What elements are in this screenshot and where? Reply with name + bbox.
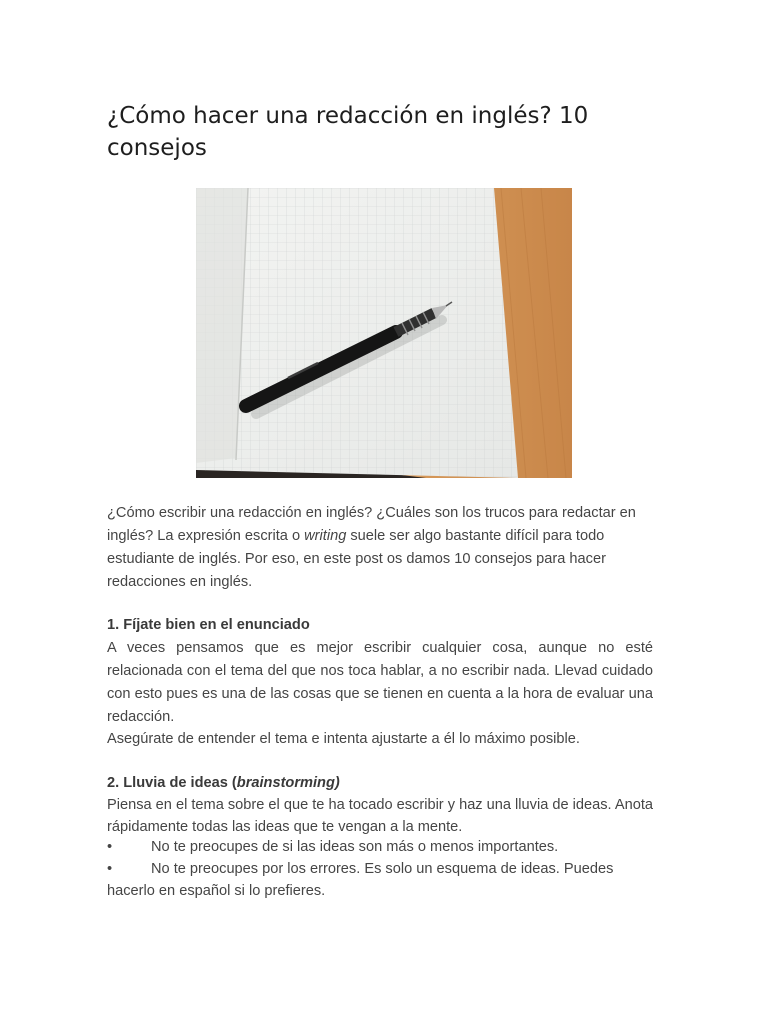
section-1-paragraph: A veces pensamos que es mejor escribir cualquier cosa, aunque no esté relacionada con el tema del que nos toca hablar, a no escribir nada. Llevad cuidado con esto pues es una de las cosas que se tienen en cuenta a la hora de evaluar una redacción. — [107, 640, 653, 725]
section-2-heading — [107, 772, 340, 795]
section-2-paragraph: Piensa en el tema sobre el que te ha tocado escribir y haz una lluvia de ideas. Anota rápidamente todas las ideas que te vengan a la mente. — [107, 797, 653, 835]
section-2-heading-italic: brainstorming) — [236, 775, 340, 791]
bullet-icon: • — [107, 839, 113, 855]
article-image — [196, 188, 572, 478]
article-title: ¿Cómo hacer una redacción en inglés? 10 consejos — [107, 103, 589, 161]
list-item — [107, 858, 653, 902]
section-1-paragraph-2: Asegúrate de entender el tema e intenta ajustarte a él lo máximo posible. — [107, 731, 580, 747]
list-item-text: No te preocupes por los errores. Es solo un esquema de ideas. Puedes hacerlo en español si lo prefieres. — [107, 861, 614, 899]
intro-paragraph — [107, 502, 653, 594]
intro-text-2: suele ser algo bastante difícil para todo estudiante de inglés. Por eso, en este post os damos 10 consejos para hacer redacciones en inglés. — [107, 528, 606, 590]
list-item — [107, 836, 653, 858]
section-1-heading: 1. Fíjate bien en el enunciado — [107, 617, 310, 633]
list-item-text: No te preocupes de si las ideas son más o menos importantes. — [151, 839, 559, 855]
intro-text-1: ¿Cómo escribir una redacción en inglés? ¿Cuáles son los trucos para redactar en inglés? La expresión escrita o — [107, 505, 636, 544]
intro-italic-term: writing — [304, 528, 347, 544]
section-2-heading-main: 2. Lluvia de ideas ( — [107, 775, 237, 791]
bullet-icon: • — [107, 861, 113, 877]
